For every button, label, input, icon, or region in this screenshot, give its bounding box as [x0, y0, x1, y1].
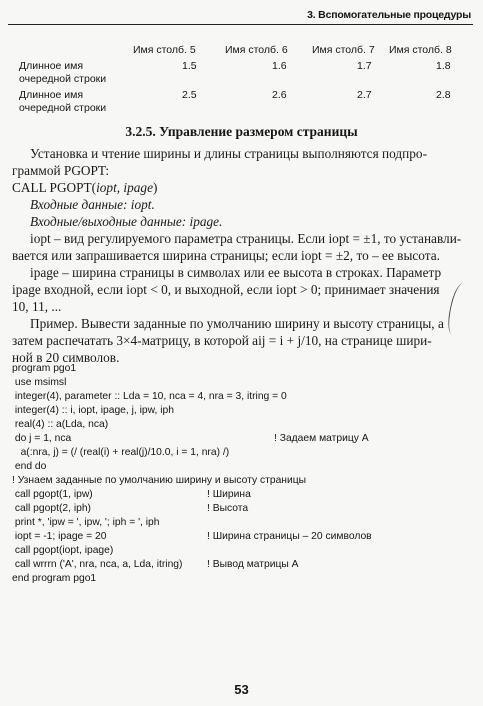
column-header: Имя столб. 6 — [225, 44, 288, 56]
ipage-description: ipage – ширина страницы в символах или ее высота в строках. Параметр — [30, 265, 442, 280]
code-comment: ! Ширина страницы – 20 символов — [207, 531, 372, 542]
row-label: Длинное имя — [19, 60, 84, 72]
code-line: call wrrrn ('A', nra, nca, a, Lda, itring) — [12, 559, 183, 570]
row-label: Длинное имя — [19, 89, 84, 101]
table-cell: 1.6 — [272, 60, 287, 72]
page-number: 53 — [234, 682, 249, 697]
table-cell: 2.5 — [182, 89, 197, 101]
running-header — [8, 6, 473, 25]
call-signature — [12, 179, 157, 197]
code-line: a(:nra, j) = (/ (real(i) + real(j)/10.0, i = 1, nra) /) — [12, 447, 230, 458]
iopt-description: вается или запрашивается ширина страницы; если iopt = ±2, то – ее высота. — [12, 248, 440, 263]
row-label: очередной строки — [19, 102, 107, 114]
code-line: print *, 'ipw = ', ipw, '; iph = ', iph — [12, 517, 160, 528]
code-line: do j = 1, nca — [12, 433, 72, 444]
table-cell: 2.7 — [357, 89, 372, 101]
inout-label: Входные/выходные данные — [30, 214, 182, 229]
example-text: ной в 20 символов. — [12, 350, 120, 365]
pencil-margin-mark — [445, 282, 470, 336]
code-comment: ! Задаем матрицу A — [274, 433, 369, 444]
column-header: Имя столб. 8 — [389, 44, 452, 56]
code-comment: ! Вывод матрицы A — [207, 559, 299, 570]
code-line: integer(4) :: i, iopt, ipage, j, ipw, iph — [12, 405, 174, 416]
code-line: end do — [12, 461, 47, 472]
example-text: затем распечатать 3×4-матрицу, в которой aij = i + j/10, на странице шири- — [12, 333, 432, 348]
code-comment: ! Высота — [207, 503, 249, 514]
ipage-description: ipage входной, если iopt < 0, и выходной, если iopt > 0; принимает значения — [12, 282, 440, 297]
ipage-description: 10, 11, ... — [12, 299, 62, 314]
table-cell: 2.6 — [272, 89, 287, 101]
code-comment: ! Ширина — [207, 489, 251, 500]
example-text: Пример. Вывести заданные по умолчанию ширину и высоту страницы, а — [30, 316, 444, 331]
inout-data-line: Входные/выходные данные: ipage. — [30, 214, 223, 229]
table-cell: 2.8 — [436, 89, 451, 101]
table-cell: 1.7 — [357, 60, 372, 72]
intro-line: граммой PGOPT: — [12, 163, 110, 178]
code-line: program pgo1 — [12, 363, 77, 374]
input-label: Входные данные — [30, 197, 124, 212]
code-line: ! Узнаем заданные по умолчанию ширину и высоту страницы — [12, 475, 307, 486]
call-args: iopt, ipage — [96, 180, 153, 195]
code-line: call pgopt(iopt, ipage) — [12, 545, 114, 556]
input-data-line: Входные данные: iopt. — [30, 197, 155, 212]
code-line: integer(4), parameter :: Lda = 10, nca = 4, nra = 3, itring = 0 — [12, 391, 287, 402]
code-line: call pgopt(2, iph) — [12, 503, 91, 514]
section-title: 3.2.5. Управление размером страницы — [125, 124, 358, 139]
code-line: real(4) :: a(Lda, nca) — [12, 419, 109, 430]
code-line: call pgopt(1, ipw) — [12, 489, 93, 500]
running-header-title: 3. Вспомогательные процедуры — [307, 9, 471, 21]
code-line: use msimsl — [12, 377, 67, 388]
column-header: Имя столб. 5 — [133, 44, 196, 56]
code-line: end program pgo1 — [12, 573, 97, 584]
input-value: iopt. — [130, 197, 155, 212]
table-cell: 1.8 — [436, 60, 451, 72]
table-cell: 1.5 — [182, 60, 197, 72]
row-label: очередной строки — [19, 73, 107, 85]
values-table — [0, 44, 483, 116]
call-suffix: ) — [152, 180, 158, 195]
column-header: Имя столб. 7 — [312, 44, 375, 56]
intro-line: Установка и чтение ширины и длины страницы выполняются подпро- — [30, 146, 428, 161]
call-prefix: CALL PGOPT( — [12, 180, 97, 195]
inout-value: ipage. — [189, 214, 223, 229]
iopt-description: iopt – вид регулируемого параметра страницы. Если iopt = ±1, то устанавли- — [30, 231, 462, 246]
code-line: iopt = -1; ipage = 20 — [12, 531, 107, 542]
